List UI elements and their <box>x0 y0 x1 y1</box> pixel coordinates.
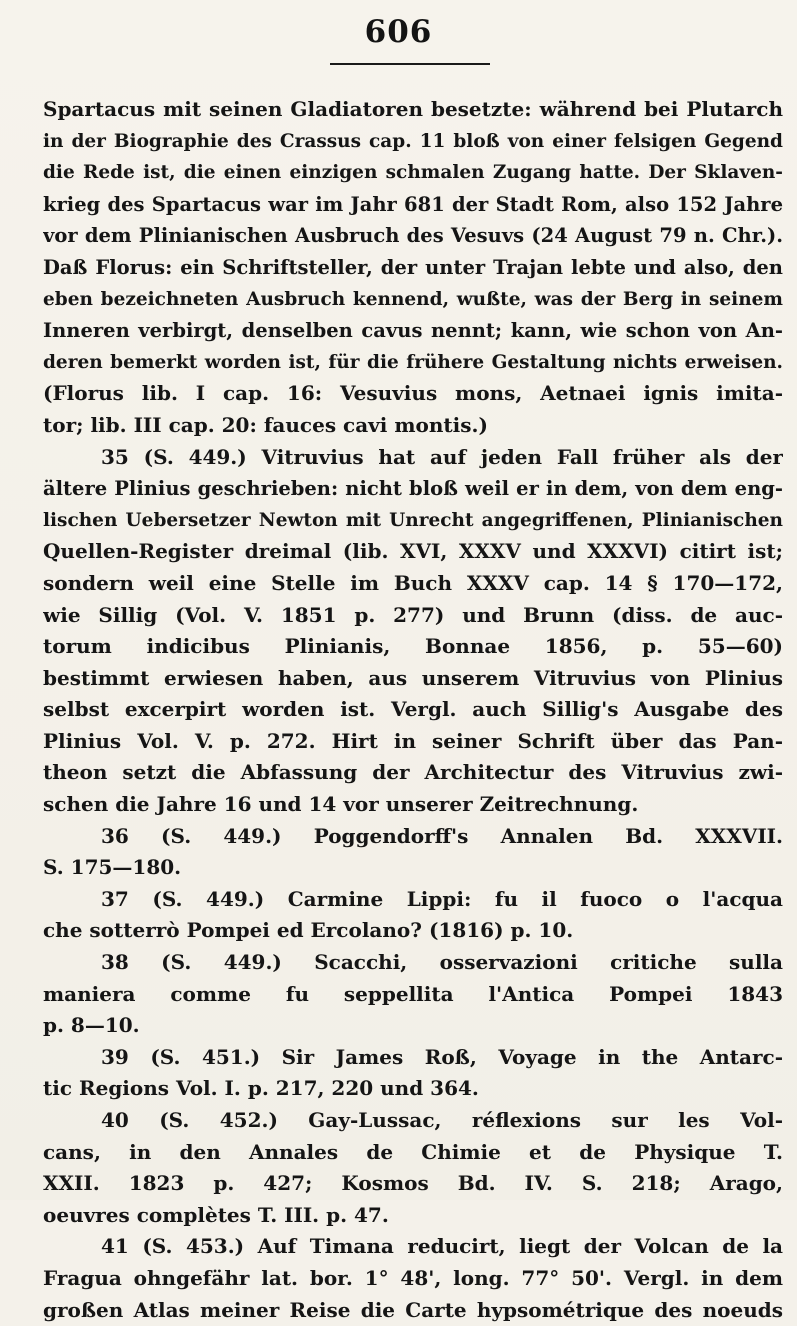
footnote-line: 38 (S. 449.) Scacchi, osservazioni critiche sulla <box>101 950 783 975</box>
text-line: oeuvres complètes T. III. p. 47. <box>43 1202 389 1227</box>
text-line: selbst excerpirt worden ist. Vergl. auch Sillig's Ausgabe des <box>43 697 783 722</box>
text-line: krieg des Spartacus war im Jahr 681 der Stadt Rom, also 152 Jahre <box>43 192 783 216</box>
text-line: XXII. 1823 p. 427; Kosmos Bd. IV. S. 218; Arago, <box>43 1171 783 1196</box>
text-line: ältere Plinius geschrieben: nicht bloß weil er in dem, von dem eng- <box>43 477 783 501</box>
text-line: in der Biographie des Crassus cap. 11 bloß von einer felsigen Gegend <box>43 130 783 152</box>
text-line: maniera comme fu seppellita l'Antica Pompei 1843 <box>43 981 783 1006</box>
text-line: theon setzt die Abfassung der Architectur des Vitruvius zwi- <box>43 760 783 785</box>
footnote-line: 41 (S. 453.) Auf Timana reducirt, liegt der Volcan de la <box>101 1234 783 1259</box>
text-line: S. 175—180. <box>43 855 182 880</box>
page-number: 606 <box>364 14 433 50</box>
body-text <box>43 94 783 1326</box>
text-line: deren bemerkt worden ist, für die frühere Gestaltung nichts erweisen. <box>43 351 783 373</box>
text-line: eben bezeichneten Ausbruch kennend, wußte, was der Berg in seinem <box>43 288 783 310</box>
text-line: sondern weil eine Stelle im Buch XXXV cap. 14 § 170—172, <box>43 570 783 595</box>
text-line: Fragua ohngefähr lat. bor. 1° 48', long. 77° 50'. Vergl. in dem <box>43 1265 783 1290</box>
text-line: (Florus lib. I cap. 16: Vesuvius mons, Aetnaei ignis imita- <box>43 381 783 406</box>
text-line: Inneren verbirgt, denselben cavus nennt; kann, wie schon von An- <box>43 319 783 343</box>
text-line: die Rede ist, die einen einzigen schmalen Zugang hatte. Der Sklaven- <box>43 162 783 184</box>
text-line: p. 8—10. <box>43 1013 140 1038</box>
text-line: Plinius Vol. V. p. 272. Hirt in seiner Schrift über das Pan- <box>43 728 783 753</box>
footnote-line: 39 (S. 451.) Sir James Roß, Voyage in the Antarc- <box>101 1044 783 1069</box>
text-line: vor dem Plinianischen Ausbruch des Vesuvs (24 August 79 n. Chr.). <box>43 224 783 248</box>
text-line: wie Sillig (Vol. V. 1851 p. 277) und Brunn (diss. de auc- <box>43 602 783 627</box>
text-line: großen Atlas meiner Reise die Carte hypsométrique des noeuds <box>43 1297 783 1322</box>
footnote-line: 40 (S. 452.) Gay-Lussac, réflexions sur les Vol- <box>101 1108 783 1132</box>
text-line: tor; lib. III cap. 20: fauces cavi montis.) <box>43 412 488 437</box>
footnote-line: 37 (S. 449.) Carmine Lippi: fu il fuoco o l'acqua <box>101 886 783 911</box>
text-line: tic Regions Vol. I. p. 217, 220 und 364. <box>43 1076 479 1101</box>
text-line: Quellen-Register dreimal (lib. XVI, XXXV und XXXVI) citirt ist; <box>43 539 783 564</box>
text-line: bestimmt erwiesen haben, aus unserem Vitruvius von Plinius <box>43 665 783 690</box>
text-line: Daß Florus: ein Schriftsteller, der unter Trajan lebte und also, den <box>43 255 783 279</box>
text-line: Spartacus mit seinen Gladiatoren besetzte: während bei Plutarch <box>43 97 783 121</box>
text-line: schen die Jahre 16 und 14 vor unserer Zeitrechnung. <box>43 792 639 817</box>
footnote-line: 36 (S. 449.) Poggendorff's Annalen Bd. XXXVII. <box>101 823 783 848</box>
footnote-line: 35 (S. 449.) Vitruvius hat auf jeden Fall früher als der <box>101 444 783 469</box>
text-line: lischen Uebersetzer Newton mit Unrecht angegriffenen, Plinianischen <box>43 509 783 531</box>
text-line: che sotterrò Pompei ed Ercolano? (1816) p. 10. <box>43 918 574 943</box>
text-line: torum indicibus Plinianis, Bonnae 1856, p. 55—60) <box>43 634 783 659</box>
text-line: cans, in den Annales de Chimie et de Physique T. <box>43 1139 783 1164</box>
header-rule <box>330 63 490 65</box>
